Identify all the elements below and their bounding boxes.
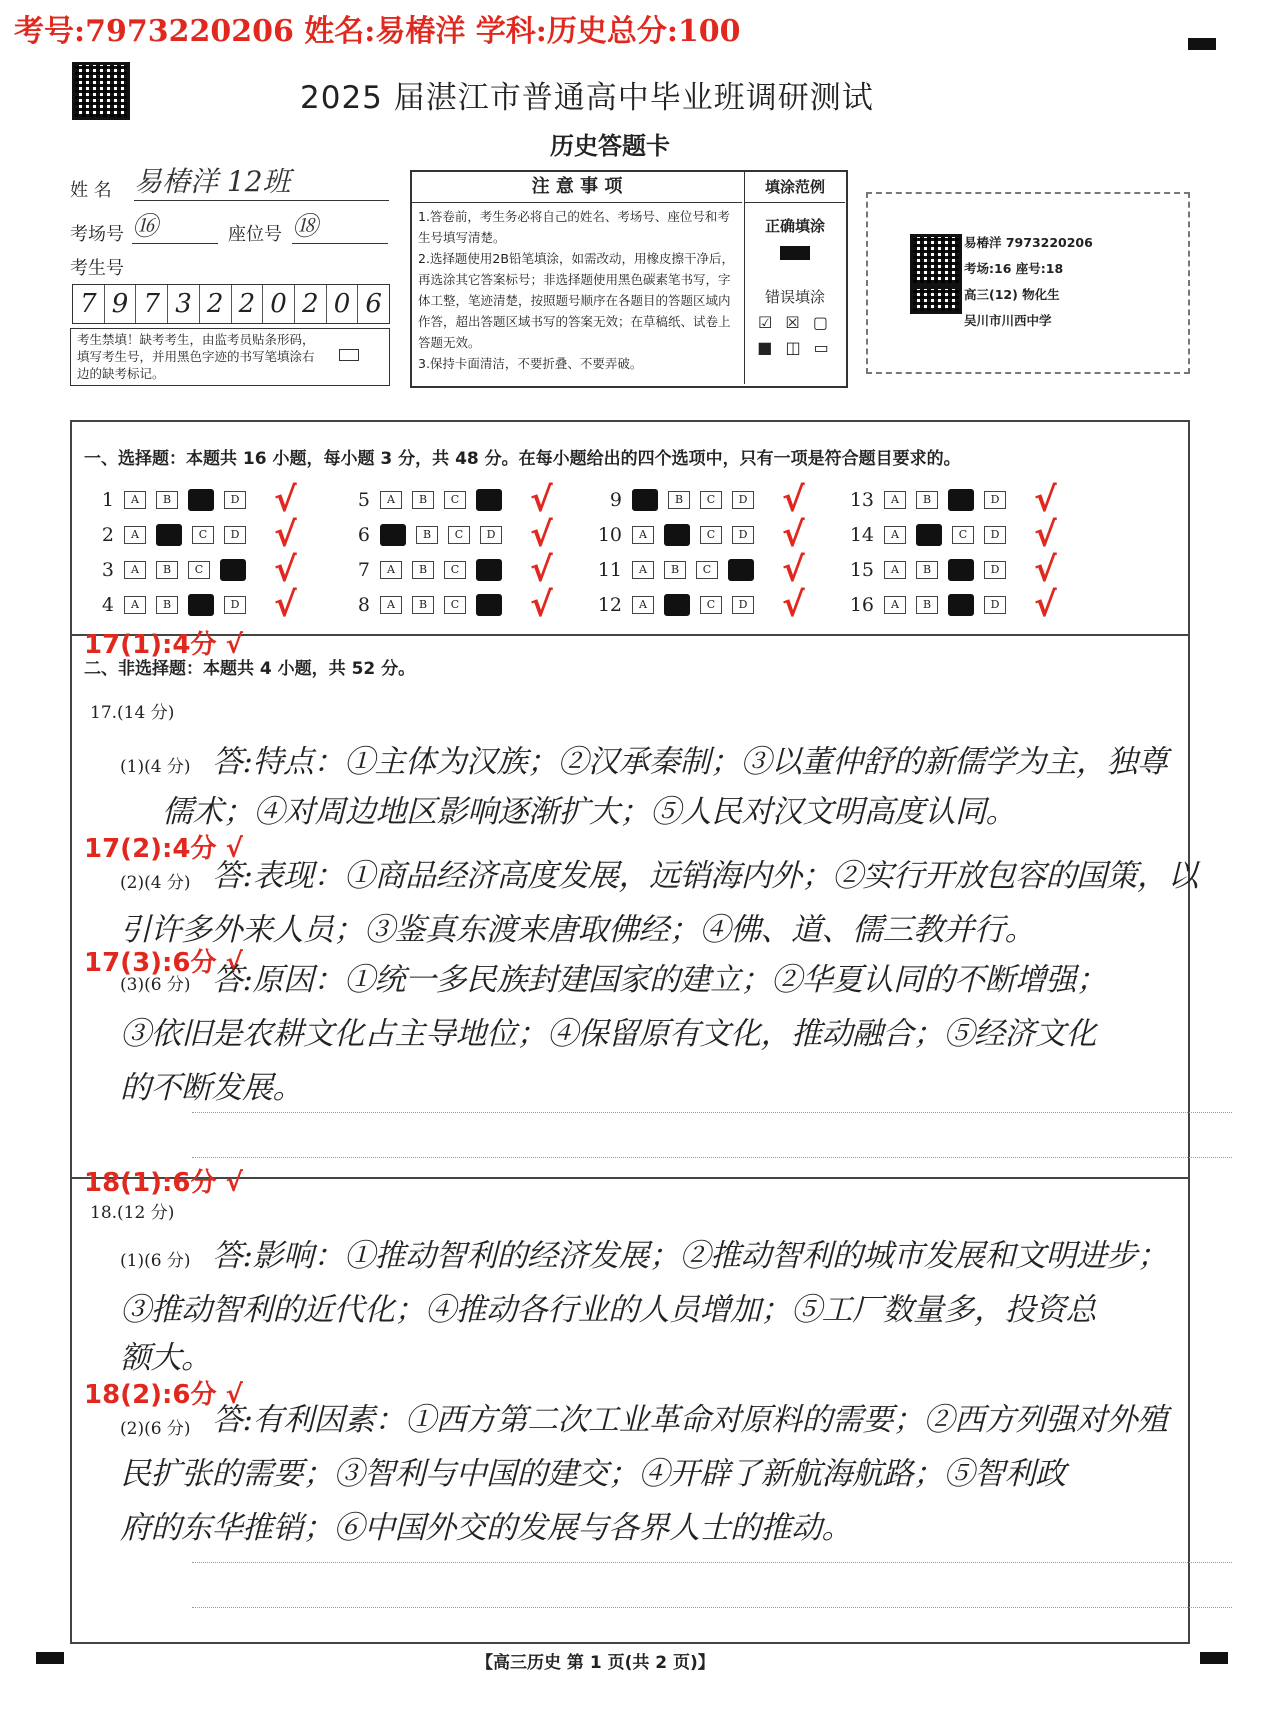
mcq-option-bubble[interactable]: D (728, 559, 754, 581)
check-mark-icon: √ (530, 479, 553, 520)
notice-title: 注 意 事 项 (412, 172, 742, 203)
mcq-option-bubble[interactable]: C (948, 559, 974, 581)
score-18-1: 18(1):6分 √ (84, 1168, 243, 1198)
answer-guide-line (192, 1157, 1232, 1158)
check-mark-icon: √ (530, 514, 553, 555)
mcq-column (844, 479, 1057, 625)
mcq-option-bubble[interactable]: B (664, 594, 690, 616)
mcq-option-bubble[interactable]: D (224, 596, 246, 614)
answer-17-1-line2: 儒术；④对周边地区影响逐渐扩大；⑤人民对汉文明高度认同。 (162, 794, 1016, 830)
mcq-option-bubble[interactable]: C (700, 491, 722, 509)
mcq-option-bubble[interactable]: A (380, 524, 406, 546)
mcq-option-bubble[interactable]: C (700, 526, 722, 544)
mcq-option-bubble[interactable]: B (416, 526, 438, 544)
registration-mark-bottom-left (36, 1652, 64, 1664)
score-18-2: 18(2):6分 √ (84, 1380, 243, 1410)
mcq-column (592, 479, 805, 625)
mcq-option-bubble[interactable]: A (380, 561, 402, 579)
mcq-question-number: 12 (597, 593, 622, 616)
answer-18-1-line3: 额大。 (120, 1340, 212, 1376)
mcq-option-bubble[interactable]: D (984, 526, 1006, 544)
mcq-option-bubble[interactable]: A (884, 561, 906, 579)
sticker-line: 考场:16 座号:18 (964, 261, 1064, 276)
id-digit: 7 (136, 285, 168, 323)
check-mark-icon: √ (274, 514, 297, 555)
answer-area (70, 420, 1198, 1644)
mcq-option-bubble[interactable]: B (916, 561, 938, 579)
check-mark-icon: √ (1034, 479, 1057, 520)
mcq-option-bubble[interactable]: C (700, 596, 722, 614)
id-label: 考生号 (70, 258, 124, 279)
mcq-question-row (844, 549, 1057, 590)
seat-value: ⑱ (292, 206, 388, 244)
score-17-2: 17(2):4分 √ (84, 834, 243, 864)
mcq-option-bubble[interactable]: C (948, 489, 974, 511)
mcq-option-bubble[interactable]: A (632, 489, 658, 511)
section1-title: 一、选择题：本题共 16 小题，每小题 3 分，共 48 分。在每小题给出的四个选项中，只有一项是符合题目要求的。 (84, 449, 961, 469)
mcq-question-row (592, 514, 805, 555)
mcq-option-bubble[interactable]: B (664, 524, 690, 546)
answer-17-2-line2: 引许多外来人员；③鉴真东渡来唐取佛经；④佛、道、儒三教并行。 (120, 912, 1035, 948)
student-id-grid (72, 284, 390, 324)
notice-item: 1.答卷前，考生务必将自己的姓名、考场号、座位号和考生号填写清楚。 (418, 209, 730, 245)
mcq-option-bubble[interactable]: B (156, 491, 178, 509)
answer-18-2-line3: 府的东华推销；⑥中国外交的发展与各界人士的推动。 (120, 1510, 852, 1546)
mcq-question-number: 2 (101, 523, 114, 546)
mcq-option-bubble[interactable]: A (380, 596, 402, 614)
mcq-question-number: 5 (357, 488, 370, 511)
mcq-option-bubble[interactable]: B (668, 491, 690, 509)
mcq-option-bubble[interactable]: C (952, 526, 974, 544)
fill-example-panel (744, 172, 845, 384)
sticker-line: 吴川市川西中学 (964, 313, 1052, 328)
score-17-1: 17(1):4分 √ (84, 630, 243, 660)
mcq-question-row (844, 514, 1057, 555)
id-digit: 0 (327, 285, 359, 323)
check-mark-icon: √ (1034, 549, 1057, 590)
mcq-option-bubble[interactable]: D (480, 526, 502, 544)
score-17-3: 17(3):6分 √ (84, 948, 243, 978)
absent-note-box (70, 328, 390, 386)
mcq-question-number: 3 (101, 558, 114, 581)
mcq-option-bubble[interactable]: D (476, 594, 502, 616)
mcq-question-number: 13 (849, 488, 874, 511)
mcq-option-bubble[interactable]: B (156, 524, 182, 546)
sticker-qr-icon (910, 234, 962, 286)
mcq-question-number: 14 (849, 523, 874, 546)
mcq-option-bubble[interactable]: C (188, 594, 214, 616)
mcq-question-number: 6 (357, 523, 370, 546)
answer-18-2-line2: 民扩张的需要；③智利与中国的建交；④开辟了新航海航路；⑤智利政 (120, 1456, 1066, 1492)
check-mark-icon: √ (530, 584, 553, 625)
mcq-option-bubble[interactable]: D (732, 526, 754, 544)
section2-title: 二、非选择题：本题共 4 小题，共 52 分。 (84, 659, 416, 679)
notice-box (410, 170, 848, 388)
check-mark-icon: √ (782, 514, 805, 555)
mcq-option-bubble[interactable]: A (884, 526, 906, 544)
id-digit: 2 (295, 285, 327, 323)
mcq-option-bubble[interactable]: B (412, 596, 434, 614)
notice-item: 3.保持卡面清洁，不要折叠、不要弄破。 (418, 356, 643, 371)
answer-17-1-line1: 答:特点：①主体为汉族；②汉承秦制；③以董仲舒的新儒学为主，独尊 (212, 744, 1168, 780)
mcq-option-bubble[interactable]: D (984, 596, 1006, 614)
absent-mark-checkbox[interactable] (339, 349, 359, 361)
check-mark-icon: √ (274, 549, 297, 590)
answer-guide-line (192, 1562, 1232, 1563)
room-value: ⑯ (132, 206, 218, 244)
sticker-line: 高三(12) 物化生 (964, 287, 1060, 302)
mcq-option-bubble[interactable]: D (224, 491, 246, 509)
mcq-option-bubble[interactable]: D (476, 489, 502, 511)
answer-17-3-line3: 的不断发展。 (120, 1070, 303, 1106)
answer-guide-line (192, 1112, 1232, 1113)
notice-body (418, 206, 740, 374)
notice-item: 2.选择题使用2B铅笔填涂，如需改动，用橡皮擦干净后，再选涂其它答案标号；非选择题使用黑色碳素笔书写，字体工整，笔迹清楚，按照题号顺序在各题目的答题区域内作答，超出答题区域书写的答案无效；在草稿纸、试卷上答题无效。 (418, 251, 734, 350)
mcq-option-bubble[interactable]: A (884, 491, 906, 509)
mcq-option-bubble[interactable]: B (412, 491, 434, 509)
answer-18-1-line1: 答:影响：①推动智利的经济发展；②推动智利的城市发展和文明进步； (212, 1238, 1168, 1274)
mcq-question-number: 7 (357, 558, 370, 581)
q18-1-label: (1)(6 分) (120, 1251, 191, 1271)
mcq-option-bubble[interactable]: A (124, 526, 146, 544)
mcq-option-bubble[interactable]: D (476, 559, 502, 581)
mcq-option-bubble[interactable]: B (916, 491, 938, 509)
correct-fill-label: 正确填涂 (764, 217, 825, 235)
answer-17-2-line1: 答:表现：①商品经济高度发展，远销海内外；②实行开放包容的国策，以 (212, 858, 1198, 894)
mcq-question-row (340, 514, 553, 555)
answer-17-3-line1: 答:原因：①统一多民族封建国家的建立；②华夏认同的不断增强； (212, 962, 1107, 998)
fill-example-title: 填涂范例 (745, 172, 845, 203)
answer-card-title: 历史答题卡 (550, 132, 670, 160)
mcq-question-number: 10 (597, 523, 622, 546)
mcq-column (340, 479, 553, 625)
mcq-question-row (84, 514, 297, 555)
mcq-option-bubble[interactable]: D (732, 596, 754, 614)
mcq-option-bubble[interactable]: B (664, 561, 686, 579)
check-mark-icon: √ (274, 584, 297, 625)
mcq-question-row (84, 549, 297, 590)
mcq-option-bubble[interactable]: A (632, 561, 654, 579)
mcq-question-number: 8 (357, 593, 370, 616)
id-digit: 0 (263, 285, 295, 323)
registration-mark-top-right (1188, 38, 1216, 50)
mcq-option-bubble[interactable]: A (124, 596, 146, 614)
mcq-option-bubble[interactable]: C (696, 561, 718, 579)
check-mark-icon: √ (530, 549, 553, 590)
answer-guide-line (192, 1607, 1232, 1608)
mcq-question-row (592, 549, 805, 590)
mcq-option-bubble[interactable]: B (412, 561, 434, 579)
wrong-fill-examples: ☑ ☒ ▢ (758, 313, 832, 332)
mcq-option-bubble[interactable]: D (984, 561, 1006, 579)
sticker-text (964, 230, 1093, 334)
mcq-option-bubble[interactable]: C (444, 491, 466, 509)
page-footer: 【高三历史 第 1 页(共 2 页)】 (476, 1653, 715, 1673)
mcq-option-bubble[interactable]: B (916, 596, 938, 614)
sticker-qr-icon-2 (910, 286, 962, 314)
q17-1-label: (1)(4 分) (120, 757, 191, 777)
mcq-option-bubble[interactable]: A (380, 491, 402, 509)
q18-2-label: (2)(6 分) (120, 1419, 191, 1439)
mcq-option-bubble[interactable]: B (156, 561, 178, 579)
wrong-fill-label: 错误填涂 (764, 288, 825, 306)
mcq-question-number: 9 (609, 488, 622, 511)
mcq-question-row (84, 584, 297, 625)
mcq-option-bubble[interactable]: C (188, 489, 214, 511)
check-mark-icon: √ (274, 479, 297, 520)
q17-label: 17.(14 分) (90, 703, 175, 723)
mcq-option-bubble[interactable]: D (224, 526, 246, 544)
correct-fill-example (780, 246, 810, 260)
mcq-question-number: 4 (101, 593, 114, 616)
mcq-question-row (84, 479, 297, 520)
mcq-question-row (592, 584, 805, 625)
mcq-option-bubble[interactable]: C (192, 526, 214, 544)
mcq-option-bubble[interactable]: A (884, 596, 906, 614)
mcq-option-bubble[interactable]: C (948, 594, 974, 616)
barcode-sticker (866, 192, 1190, 374)
q18-label: 18.(12 分) (90, 1203, 175, 1223)
check-mark-icon: √ (1034, 514, 1057, 555)
score-banner: 考号:7973220206 姓名:易椿洋 学科:历史总分:100 (14, 14, 741, 49)
id-digit: 9 (105, 285, 137, 323)
name-label: 姓 名 (70, 180, 112, 201)
q17-3-label: (3)(6 分) (120, 975, 191, 995)
id-digit: 2 (200, 285, 232, 323)
id-digit: 3 (168, 285, 200, 323)
mcq-question-row (844, 584, 1057, 625)
mcq-question-number: 1 (101, 488, 114, 511)
registration-mark-bottom-right (1200, 1652, 1228, 1664)
mcq-option-bubble[interactable]: B (916, 524, 942, 546)
check-mark-icon: √ (782, 584, 805, 625)
mcq-option-bubble[interactable]: C (448, 526, 470, 544)
exam-title: 2025 届湛江市普通高中毕业班调研测试 (300, 80, 874, 116)
id-digit: 7 (73, 285, 105, 323)
q17-2-label: (2)(4 分) (120, 873, 191, 893)
mcq-question-row (340, 584, 553, 625)
mcq-column (84, 479, 297, 625)
seat-label: 座位号 (228, 224, 282, 245)
absent-note: 考生禁填！缺考考生，由监考员贴条形码，填写考生号，并用黑色字迹的书写笔填涂右边的缺考标记。 (77, 332, 315, 381)
mcq-option-bubble[interactable]: C (188, 561, 210, 579)
mcq-option-bubble[interactable]: D (220, 559, 246, 581)
mcq-option-bubble[interactable]: C (444, 596, 466, 614)
mcq-question-row (592, 479, 805, 520)
mcq-question-row (340, 549, 553, 590)
id-digit: 2 (232, 285, 264, 323)
check-mark-icon: √ (1034, 584, 1057, 625)
check-mark-icon: √ (782, 549, 805, 590)
check-mark-icon: √ (782, 479, 805, 520)
mcq-question-number: 11 (597, 558, 622, 581)
mcq-option-bubble[interactable]: B (156, 596, 178, 614)
id-digit: 6 (365, 289, 382, 319)
mcq-option-bubble[interactable]: C (444, 561, 466, 579)
name-value: 易椿洋 12班 (134, 160, 389, 201)
mcq-question-row (340, 479, 553, 520)
mcq-question-number: 15 (849, 558, 874, 581)
mcq-question-number: 16 (849, 593, 874, 616)
answer-18-2-line1: 答:有利因素：①西方第二次工业革命对原料的需要；②西方列强对外殖 (212, 1402, 1168, 1438)
mcq-option-bubble[interactable]: A (632, 596, 654, 614)
wrong-fill-examples-2: ■ ◫ ▭ (757, 338, 833, 357)
mcq-option-bubble[interactable]: D (984, 491, 1006, 509)
mcq-option-bubble[interactable]: A (632, 526, 654, 544)
mcq-option-bubble[interactable]: A (124, 491, 146, 509)
sticker-line: 易椿洋 7973220206 (964, 235, 1093, 250)
mcq-option-bubble[interactable]: D (732, 491, 754, 509)
room-label: 考场号 (70, 224, 124, 245)
answer-17-3-line2: ③依旧是农耕文化占主导地位；④保留原有文化，推动融合；⑤经济文化 (120, 1016, 1096, 1052)
qr-code-icon (72, 62, 130, 120)
mcq-option-bubble[interactable]: A (124, 561, 146, 579)
answer-18-1-line2: ③推动智利的近代化；④推动各行业的人员增加；⑤工厂数量多，投资总 (120, 1292, 1096, 1328)
mcq-question-row (844, 479, 1057, 520)
